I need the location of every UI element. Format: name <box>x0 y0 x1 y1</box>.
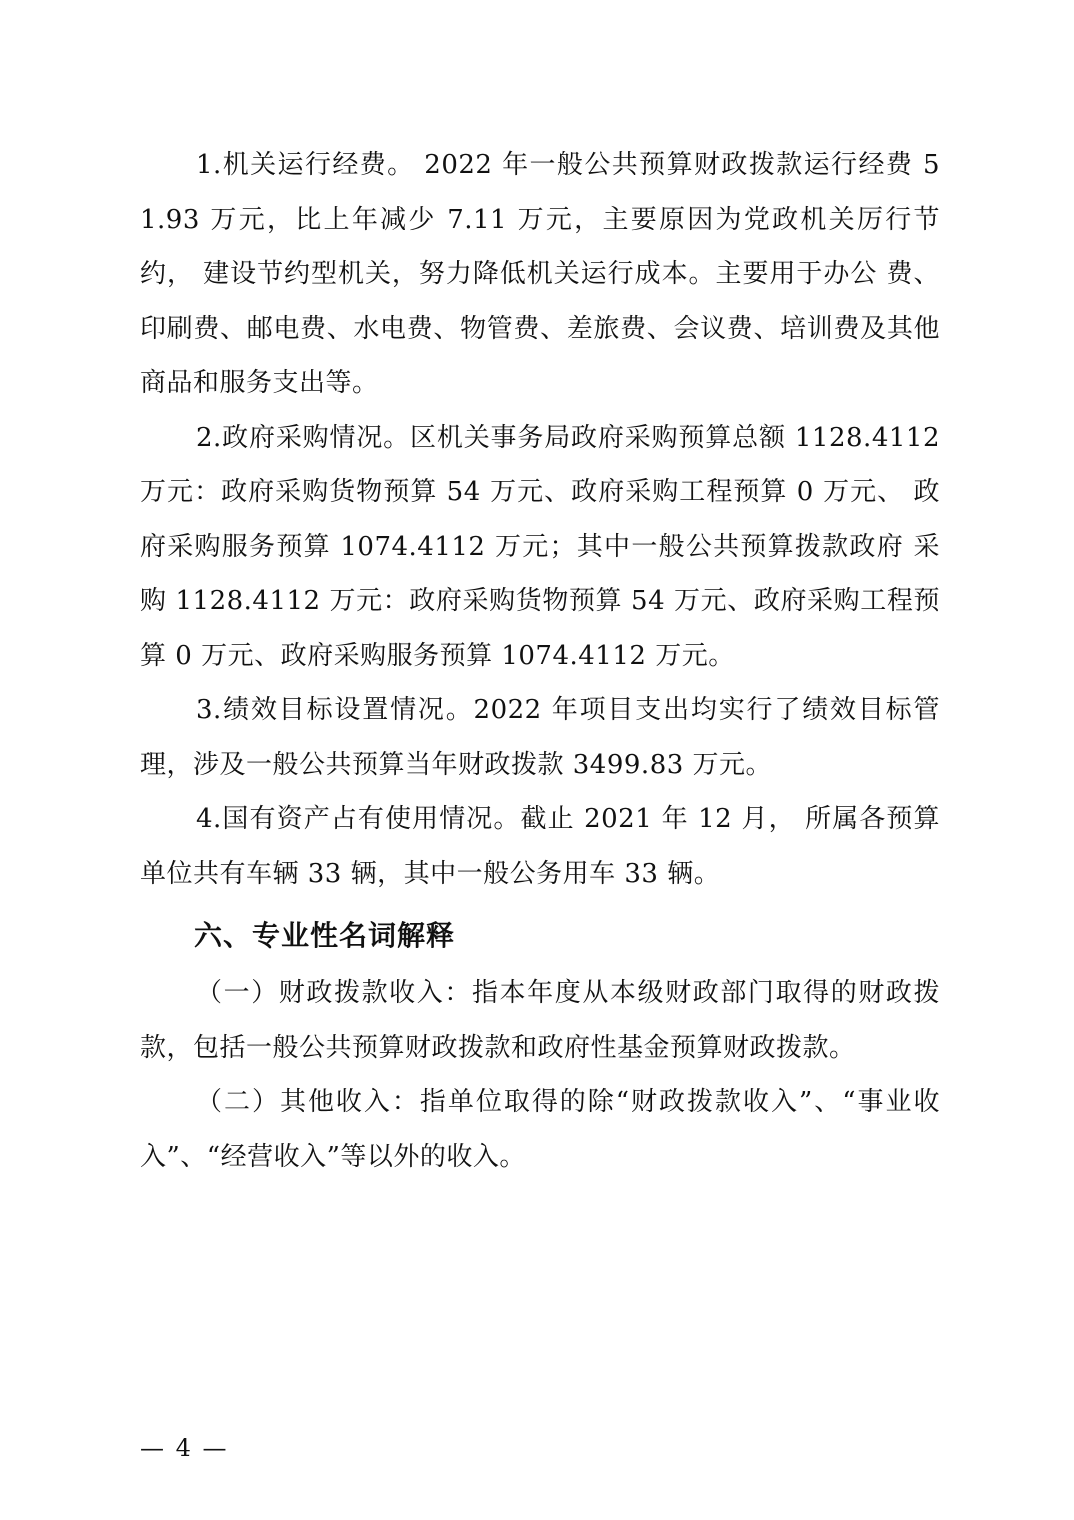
paragraph-state-assets: 4.国有资产占有使用情况。截止 2021 年 12 月， 所属各预算单位共有车辆 33 辆，其中一般公务用车 33 辆。 <box>140 804 940 889</box>
paragraph-government-procurement: 2.政府采购情况。区机关事务局政府采购预算总额 1128.4112 万元：政府采购货物预算 54 万元、政府采购工程预算 0 万元、 政府采购服务预算 1074.4112 万元；其中一般公共预算拨款政府 采购 1128.4112 万元：政府采购货物预算 54 万元、政府采购工程预算 0 万元、政府采购服务预算 1074.4112 万元。 <box>140 422 940 671</box>
paragraph-performance-targets: 3.绩效目标设置情况。2022 年项目支出均实行了绩效目标管理，涉及一般公共预算当年财政拨款 3499.83 万元。 <box>140 695 940 780</box>
paragraph-fiscal-appropriation-income: （一）财政拨款收入：指本年度从本级财政部门取得的财政拨款，包括一般公共预算财政拨款和政府性基金预算财政拨款。 <box>140 978 940 1063</box>
page-number: — 4 — <box>140 1434 229 1462</box>
section-heading-terminology: 六、专业性名词解释 <box>194 919 456 952</box>
paragraph-other-income: （二）其他收入：指单位取得的除“财政拨款收入”、“事业收入”、“经营收入”等以外的收入。 <box>140 1087 940 1172</box>
document-body <box>140 138 940 1184</box>
paragraph-operating-expenses: 1.机关运行经费。 2022 年一般公共预算财政拨款运行经费 51.93 万元，比上年减少 7.11 万元，主要原因为党政机关厉行节约， 建设节约型机关，努力降低机关运行成本。主要用于办公 费、印刷费、邮电费、水电费、物管费、差旅费、会议费、培训费及其他商品和服务支出等。 <box>140 150 940 398</box>
